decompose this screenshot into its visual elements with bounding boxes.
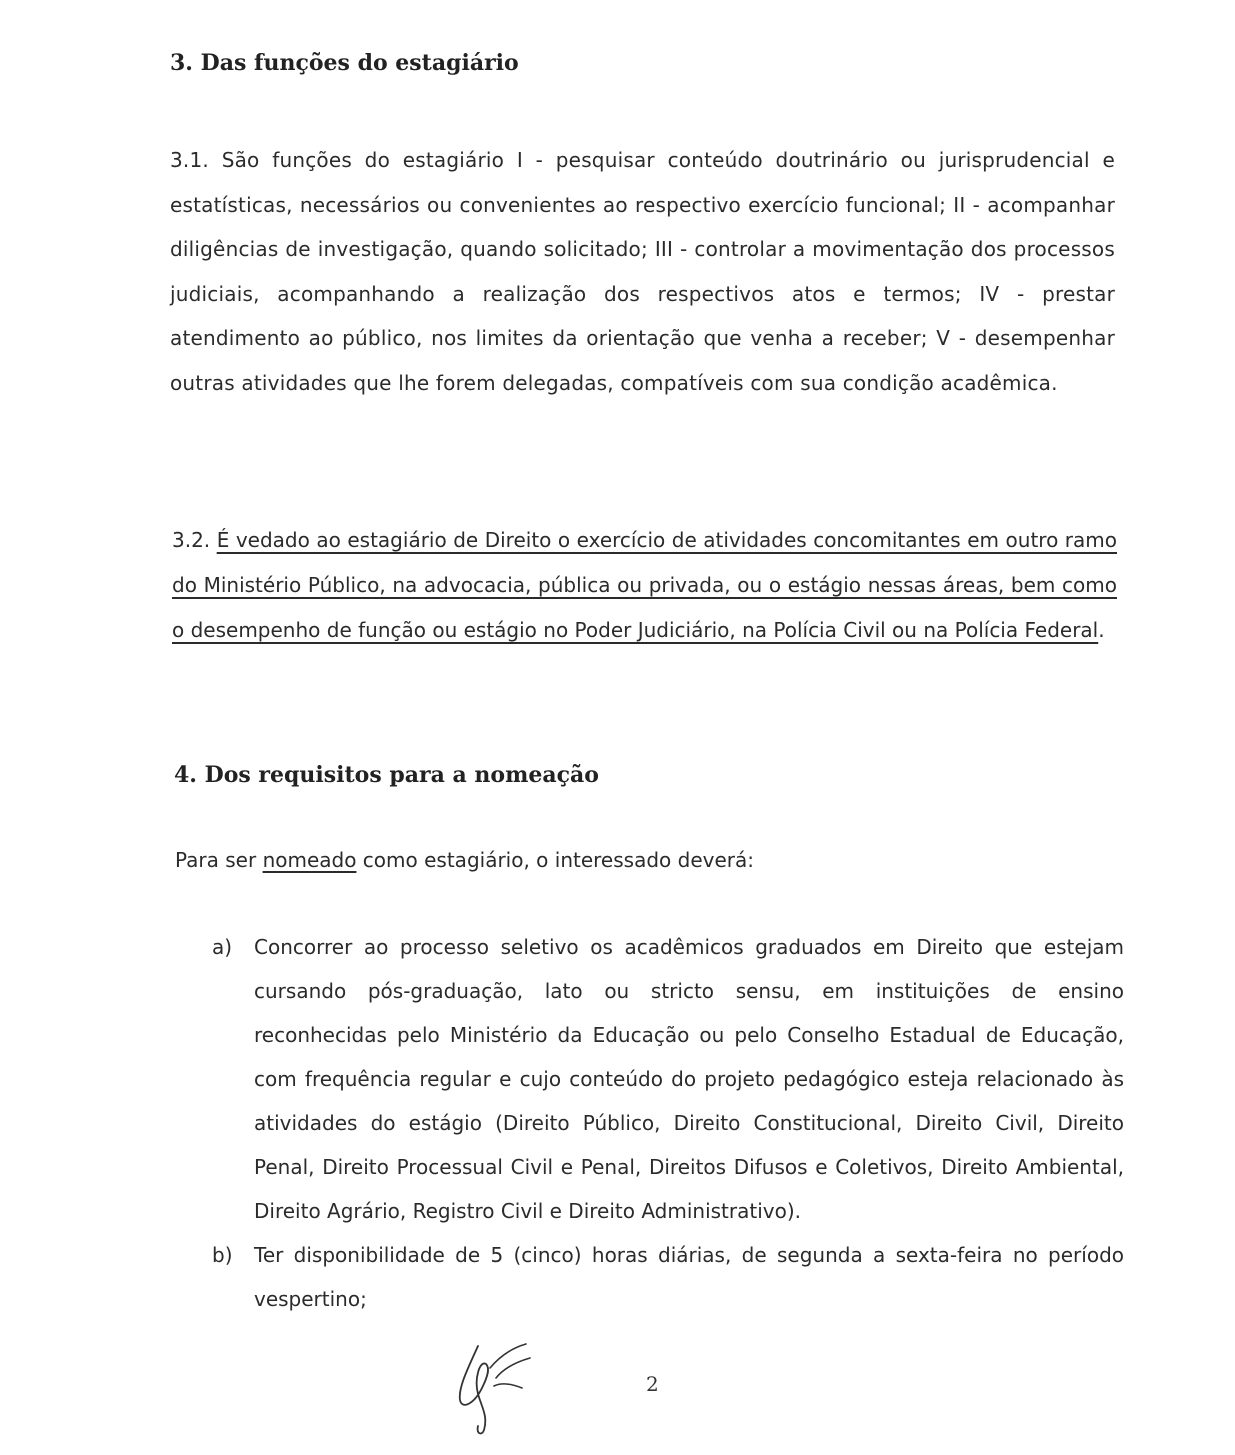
page-number: 2 <box>646 1372 659 1396</box>
requirements-list <box>212 925 1124 1321</box>
section-3-2-number: 3.2. <box>172 528 217 552</box>
section-4-heading: 4. Dos requisitos para a nomeação <box>174 762 599 788</box>
section-4-intro: Para ser nomeado como estagiário, o interessado deverá: <box>175 848 754 872</box>
list-item-text: Concorrer ao processo seletivo os acadêmicos graduados em Direito que estejam cursando pós-graduação, lato ou stricto sensu, em instituições de ensino reconhecidas pelo Ministério da Educação ou pelo Conselho Estadual de Educação, com frequência regular e cujo conteúdo do projeto pedagógico esteja relacionado às atividades do estágio (Direito Público, Direito Constitucional, Direito Civil, Direito Penal, Direito Processual Civil e Penal, Direitos Difusos e Coletivos, Direito Ambiental, Direito Agrário, Registro Civil e Direito Administrativo). <box>254 935 1124 1223</box>
list-item-text: Ter disponibilidade de 5 (cinco) horas diárias, de segunda a sexta-feira no período vespertino; <box>254 1243 1124 1311</box>
list-item <box>212 1233 1124 1321</box>
section-3-2-period: . <box>1098 618 1105 642</box>
list-item <box>212 925 1124 1233</box>
list-marker: a) <box>212 935 233 959</box>
section-3-2-paragraph <box>172 518 1117 653</box>
underlined-word-nomeado: nomeado <box>262 848 357 872</box>
list-marker: b) <box>212 1243 233 1267</box>
section-3-heading: 3. Das funções do estagiário <box>170 50 519 76</box>
section-3-2-underlined-text: É vedado ao estagiário de Direito o exercício de atividades concomitantes em outro ramo do Ministério Público, na advocacia, pública ou privada, ou o estágio nessas áreas, bem como o desempenho de função ou estágio no Poder Judiciário, na Polícia Civil ou na Polícia Federal <box>172 528 1118 642</box>
handwritten-signature <box>438 1338 538 1438</box>
section-3-1-paragraph: 3.1. São funções do estagiário I - pesquisar conteúdo doutrinário ou jurisprudencial e estatísticas, necessários ou convenientes ao respectivo exercício funcional; II - acompanhar diligências de investigação, quando solicitado; III - controlar a movimentação dos processos judiciais, acompanhando a realização dos respectivos atos e termos; IV - prestar atendimento ao público, nos limites da orientação que venha a receber; V - desempenhar outras atividades que lhe forem delegadas, compatíveis com sua condição acadêmica. <box>170 148 1115 395</box>
